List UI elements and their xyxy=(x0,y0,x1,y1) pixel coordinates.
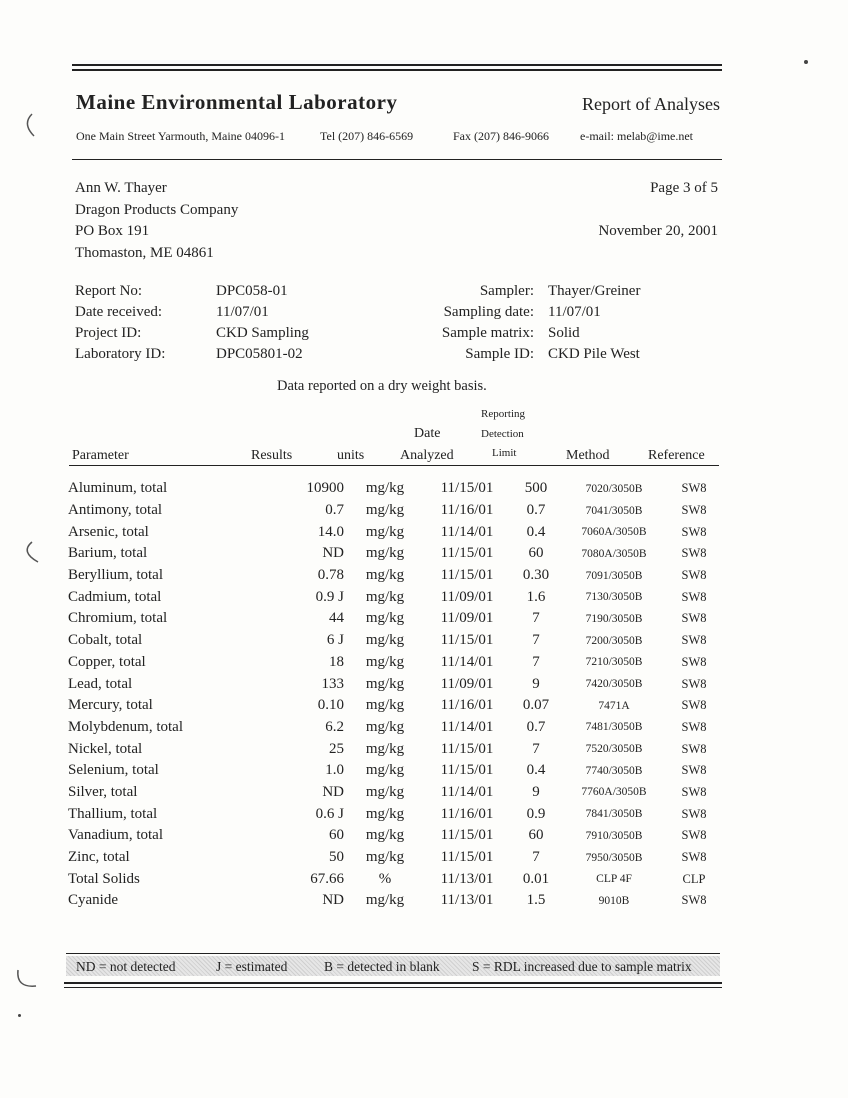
rdl-cell: 0.7 xyxy=(526,718,546,735)
units-cell: mg/kg xyxy=(365,523,405,540)
reference-cell: SW8 xyxy=(681,893,707,908)
rdl-cell: 0.7 xyxy=(526,502,546,519)
parameter-cell: Chromium, total xyxy=(68,610,168,627)
date-cell: 11/16/01 xyxy=(440,805,494,822)
method-cell: 7910/3050B xyxy=(585,829,643,842)
units-cell: % xyxy=(378,870,392,887)
client-po-box: PO Box 191 xyxy=(75,223,150,239)
units-cell: mg/kg xyxy=(365,545,405,562)
sampling-date-value: 11/07/01 xyxy=(548,304,601,320)
sample-id-label: Sample ID: xyxy=(465,346,534,362)
method-cell: 7210/3050B xyxy=(585,656,643,669)
parameter-cell: Aluminum, total xyxy=(68,480,168,497)
rdl-cell: 1.5 xyxy=(526,892,546,909)
result-cell: 10900 xyxy=(306,480,344,497)
parameter-cell: Nickel, total xyxy=(68,740,143,757)
parameter-cell: Zinc, total xyxy=(68,849,130,866)
sampler-value: Thayer/Greiner xyxy=(548,283,641,299)
reference-cell: SW8 xyxy=(681,546,707,561)
column-header-rule xyxy=(69,465,719,466)
scan-speck xyxy=(804,60,808,64)
result-cell: 6.2 xyxy=(325,718,344,735)
reference-cell: CLP xyxy=(682,871,706,886)
table-row xyxy=(68,586,724,608)
result-cell: 25 xyxy=(329,740,344,757)
method-cell: 7080A/3050B xyxy=(581,547,647,560)
result-cell: 0.78 xyxy=(317,567,344,584)
method-cell: CLP 4F xyxy=(596,873,632,886)
parameter-cell: Antimony, total xyxy=(68,502,163,519)
units-header: units xyxy=(337,448,365,463)
reference-cell: SW8 xyxy=(681,806,707,821)
parameter-cell: Vanadium, total xyxy=(68,827,163,844)
reference-cell: SW8 xyxy=(681,524,707,539)
date-cell: 11/15/01 xyxy=(440,545,494,562)
result-cell: 50 xyxy=(329,849,344,866)
units-cell: mg/kg xyxy=(365,849,405,866)
table-row xyxy=(68,565,724,587)
page-number: Page 3 of 5 xyxy=(650,180,718,196)
rdl-header-mid: Detection xyxy=(481,428,524,440)
rdl-cell: 500 xyxy=(524,480,548,497)
legend-j: J = estimated xyxy=(216,959,288,974)
table-row xyxy=(68,608,724,630)
reference-cell: SW8 xyxy=(681,719,707,734)
date-cell: 11/15/01 xyxy=(440,762,494,779)
reference-cell: SW8 xyxy=(681,633,707,648)
legend-top-rule xyxy=(66,953,720,954)
method-cell: 7481/3050B xyxy=(585,721,643,734)
reference-cell: SW8 xyxy=(681,763,707,778)
lab-phone: Tel (207) 846-6569 xyxy=(320,129,414,143)
parameter-cell: Cyanide xyxy=(68,892,118,909)
table-row xyxy=(68,630,724,652)
parameter-cell: Beryllium, total xyxy=(68,567,163,584)
reference-cell: SW8 xyxy=(681,568,707,583)
parameter-cell: Thallium, total xyxy=(68,805,158,822)
rdl-cell: 7 xyxy=(532,610,540,627)
table-row xyxy=(68,543,724,565)
rdl-cell: 0.07 xyxy=(522,697,550,714)
parameter-cell: Mercury, total xyxy=(68,697,153,714)
client-name: Ann W. Thayer xyxy=(75,180,167,196)
method-cell: 7740/3050B xyxy=(585,764,643,777)
result-cell: 6 J xyxy=(326,632,344,649)
date-cell: 11/14/01 xyxy=(440,718,494,735)
reference-header: Reference xyxy=(648,448,705,463)
legend-b: B = detected in blank xyxy=(324,959,440,974)
lab-id-value: DPC05801-02 xyxy=(216,346,303,362)
parameter-cell: Total Solids xyxy=(68,870,140,887)
result-cell: 60 xyxy=(329,827,344,844)
rdl-cell: 0.30 xyxy=(522,567,550,584)
method-cell: 7760A/3050B xyxy=(581,786,647,799)
table-row xyxy=(68,825,724,847)
parameter-header: Parameter xyxy=(72,448,129,463)
method-cell: 7190/3050B xyxy=(585,612,643,625)
date-cell: 11/15/01 xyxy=(440,632,494,649)
rdl-cell: 0.4 xyxy=(526,523,546,540)
table-row xyxy=(68,803,724,825)
date-cell: 11/15/01 xyxy=(440,480,494,497)
rdl-cell: 9 xyxy=(532,783,540,800)
rdl-cell: 7 xyxy=(532,849,540,866)
date-cell: 11/16/01 xyxy=(440,502,494,519)
result-cell: 18 xyxy=(329,653,344,670)
lab-address: One Main Street Yarmouth, Maine 04096-1 xyxy=(76,129,285,143)
method-cell: 7841/3050B xyxy=(585,808,643,821)
client-company: Dragon Products Company xyxy=(75,202,239,218)
method-cell: 7520/3050B xyxy=(585,743,643,756)
reference-cell: SW8 xyxy=(681,611,707,626)
table-row xyxy=(68,782,724,804)
method-cell: 7471A xyxy=(598,699,630,712)
date-received-value: 11/07/01 xyxy=(216,304,269,320)
date-cell: 11/16/01 xyxy=(440,697,494,714)
results-table xyxy=(68,478,724,912)
result-cell: 1.0 xyxy=(325,762,344,779)
lab-email: e-mail: melab@ime.net xyxy=(580,129,694,143)
date-cell: 11/14/01 xyxy=(440,783,494,800)
result-cell: 67.66 xyxy=(310,870,344,887)
sampler-label: Sampler: xyxy=(479,283,534,299)
table-row xyxy=(68,695,724,717)
result-cell: 0.6 J xyxy=(315,805,344,822)
units-cell: mg/kg xyxy=(365,610,405,627)
method-cell: 7020/3050B xyxy=(585,482,643,495)
table-row xyxy=(68,521,724,543)
reference-cell: SW8 xyxy=(681,589,707,604)
reference-cell: SW8 xyxy=(681,698,707,713)
result-cell: ND xyxy=(322,545,344,562)
table-row xyxy=(68,500,724,522)
date-cell: 11/14/01 xyxy=(440,523,494,540)
parameter-cell: Copper, total xyxy=(68,653,146,670)
date-cell: 11/15/01 xyxy=(440,740,494,757)
units-cell: mg/kg xyxy=(365,892,405,909)
method-cell: 7041/3050B xyxy=(585,504,643,517)
project-id-label: Project ID: xyxy=(75,325,142,341)
client-city: Thomaston, ME 04861 xyxy=(75,245,214,261)
sample-matrix-label: Sample matrix: xyxy=(441,325,534,341)
result-cell: 133 xyxy=(321,675,344,692)
date-header-bottom: Analyzed xyxy=(400,448,454,463)
scan-speck xyxy=(18,1014,21,1017)
reference-cell: SW8 xyxy=(681,828,707,843)
rdl-header-bottom: Limit xyxy=(492,447,517,459)
parameter-cell: Molybdenum, total xyxy=(68,718,183,735)
units-cell: mg/kg xyxy=(365,697,405,714)
reference-cell: SW8 xyxy=(681,481,707,496)
reference-cell: SW8 xyxy=(681,503,707,518)
rdl-cell: 0.01 xyxy=(522,870,550,887)
units-cell: mg/kg xyxy=(365,502,405,519)
parameter-cell: Lead, total xyxy=(68,675,133,692)
lab-fax: Fax (207) 846-9066 xyxy=(453,129,549,143)
header-top-rule-1 xyxy=(72,64,722,66)
results-header: Results xyxy=(251,448,293,463)
header-bottom-rule xyxy=(72,159,722,160)
units-cell: mg/kg xyxy=(365,675,405,692)
rdl-header-top: Reporting xyxy=(481,408,525,420)
table-row xyxy=(68,738,724,760)
units-cell: mg/kg xyxy=(365,718,405,735)
result-cell: ND xyxy=(322,892,344,909)
method-cell: 7420/3050B xyxy=(585,678,643,691)
report-no-value: DPC058-01 xyxy=(216,283,288,299)
report-title: Report of Analyses xyxy=(582,94,720,114)
method-cell: 7091/3050B xyxy=(585,569,643,582)
method-header: Method xyxy=(566,448,610,463)
date-cell: 11/14/01 xyxy=(440,653,494,670)
table-row xyxy=(68,890,724,912)
units-cell: mg/kg xyxy=(365,567,405,584)
method-cell: 7200/3050B xyxy=(585,634,643,647)
rdl-cell: 9 xyxy=(532,675,540,692)
basis-note: Data reported on a dry weight basis. xyxy=(277,378,487,394)
date-cell: 11/09/01 xyxy=(440,675,494,692)
report-no-label: Report No: xyxy=(75,283,143,299)
table-row xyxy=(68,847,724,869)
method-cell: 7130/3050B xyxy=(585,591,643,604)
legend-s: S = RDL increased due to sample matrix xyxy=(472,959,692,974)
parameter-cell: Cobalt, total xyxy=(68,632,143,649)
footer-rule-1 xyxy=(64,982,722,984)
rdl-cell: 7 xyxy=(532,632,540,649)
scan-mark xyxy=(14,540,40,566)
lab-id-label: Laboratory ID: xyxy=(75,346,166,362)
units-cell: mg/kg xyxy=(365,740,405,757)
legend-nd: ND = not detected xyxy=(76,959,176,974)
result-cell: 0.10 xyxy=(317,697,344,714)
rdl-cell: 7 xyxy=(532,740,540,757)
sample-matrix-value: Solid xyxy=(548,325,580,341)
date-cell: 11/15/01 xyxy=(440,827,494,844)
date-cell: 11/13/01 xyxy=(440,892,494,909)
units-cell: mg/kg xyxy=(365,762,405,779)
units-cell: mg/kg xyxy=(365,588,405,605)
result-cell: ND xyxy=(322,783,344,800)
header-top-rule-2 xyxy=(72,69,722,71)
reference-cell: SW8 xyxy=(681,850,707,865)
table-row xyxy=(68,868,724,890)
units-cell: mg/kg xyxy=(365,783,405,800)
units-cell: mg/kg xyxy=(365,480,405,497)
reference-cell: SW8 xyxy=(681,654,707,669)
method-cell: 7060A/3050B xyxy=(581,526,647,539)
date-cell: 11/15/01 xyxy=(440,849,494,866)
reference-cell: SW8 xyxy=(681,741,707,756)
sampling-date-label: Sampling date: xyxy=(443,304,534,320)
result-cell: 44 xyxy=(329,610,344,627)
units-cell: mg/kg xyxy=(365,827,405,844)
result-cell: 0.7 xyxy=(325,502,344,519)
date-cell: 11/13/01 xyxy=(440,870,494,887)
parameter-cell: Selenium, total xyxy=(68,762,159,779)
reference-cell: SW8 xyxy=(681,676,707,691)
units-cell: mg/kg xyxy=(365,805,405,822)
units-cell: mg/kg xyxy=(365,632,405,649)
rdl-cell: 0.9 xyxy=(526,805,546,822)
table-row xyxy=(68,478,724,500)
rdl-cell: 60 xyxy=(528,545,544,562)
footer-rule-2 xyxy=(64,987,722,988)
rdl-cell: 60 xyxy=(528,827,544,844)
rdl-cell: 1.6 xyxy=(526,588,546,605)
table-row xyxy=(68,673,724,695)
results-table-body xyxy=(68,478,724,912)
date-cell: 11/15/01 xyxy=(440,567,494,584)
result-cell: 14.0 xyxy=(317,523,344,540)
scan-mark xyxy=(18,110,38,140)
date-header-top: Date xyxy=(414,426,441,441)
scan-mark xyxy=(10,966,38,996)
result-cell: 0.9 J xyxy=(315,588,344,605)
project-id-value: CKD Sampling xyxy=(216,325,309,341)
lab-name: Maine Environmental Laboratory xyxy=(76,90,398,114)
report-date: November 20, 2001 xyxy=(598,223,718,239)
table-row xyxy=(68,760,724,782)
units-cell: mg/kg xyxy=(365,653,405,670)
date-cell: 11/09/01 xyxy=(440,610,494,627)
table-row xyxy=(68,717,724,739)
method-cell: 7950/3050B xyxy=(585,851,643,864)
parameter-cell: Silver, total xyxy=(68,783,138,800)
rdl-cell: 0.4 xyxy=(526,762,546,779)
parameter-cell: Arsenic, total xyxy=(68,523,149,540)
date-cell: 11/09/01 xyxy=(440,588,494,605)
parameter-cell: Cadmium, total xyxy=(68,588,162,605)
method-cell: 9010B xyxy=(598,894,630,907)
parameter-cell: Barium, total xyxy=(68,545,148,562)
rdl-cell: 7 xyxy=(532,653,540,670)
reference-cell: SW8 xyxy=(681,784,707,799)
date-received-label: Date received: xyxy=(75,304,163,320)
sample-id-value: CKD Pile West xyxy=(548,346,640,362)
table-row xyxy=(68,652,724,674)
